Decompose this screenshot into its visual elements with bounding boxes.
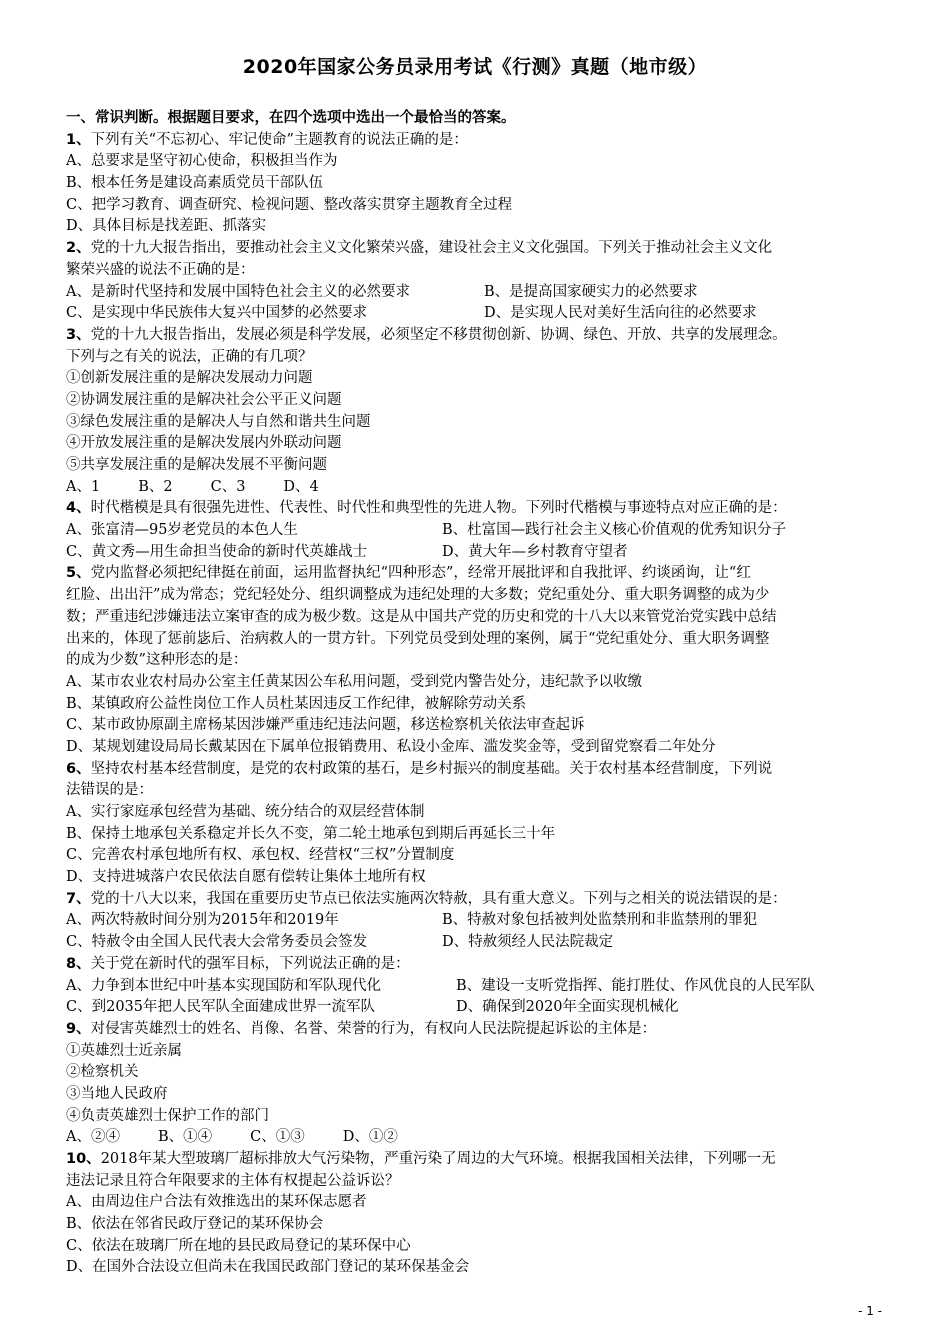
- question-stem-line: [66, 238, 886, 260]
- question-stem-line: [66, 1149, 886, 1171]
- answer-option: D、确保到2020年全面实现机械化: [456, 999, 679, 1016]
- answer-option: D、特赦须经人民法院裁定: [442, 934, 614, 951]
- answer-option: B、2: [138, 478, 173, 495]
- answer-option: D、①②: [342, 1129, 398, 1146]
- answer-option: C、是实现中华民族伟大复兴中国梦的必然要求: [66, 305, 368, 322]
- answer-option-row: [66, 477, 886, 499]
- answer-option: C、3: [210, 478, 246, 495]
- answer-option-row: [66, 976, 886, 998]
- question-number: 6、: [66, 760, 91, 777]
- answer-option-row: [66, 932, 886, 954]
- question-stem-text: 法错误的是：: [66, 782, 153, 799]
- question-stem-text: 党的十八大以来，我国在重要历史节点已依法实施两次特赦，具有重大意义。下列与之相关的说法错误的是：: [90, 890, 787, 907]
- statement-item: ④负责英雄烈士保护工作的部门: [66, 1107, 269, 1124]
- answer-option: B、①④: [157, 1129, 213, 1146]
- question-stem-text: 对侵害英雄烈士的姓名、肖像、名誉、荣誉的行为，有权向人民法院提起诉讼的主体是：: [90, 1020, 657, 1037]
- answer-option: C、黄文秀—用生命担当使命的新时代英雄战士: [66, 543, 368, 560]
- answer-option: A、由周边住户合法有效推选出的某环保志愿者: [66, 1194, 367, 1211]
- answer-option: B、杜富国—践行社会主义核心价值观的优秀知识分子: [442, 522, 787, 539]
- answer-option: A、某市农业农村局办公室主任黄某因公车私用问题，受到党内警告处分，违纪款予以收缴: [66, 673, 642, 690]
- answer-option: C、完善农村承包地所有权、承包权、经营权“三权”分置制度: [66, 847, 455, 864]
- question-stem-line: [66, 759, 886, 781]
- answer-option: B、依法在邻省民政厅登记的某环保协会: [66, 1216, 324, 1233]
- answer-option-row: [66, 282, 886, 304]
- question-stem-line: [66, 347, 886, 369]
- answer-option: A、张富清—95岁老党员的本色人生: [66, 522, 298, 539]
- statement-item: ①创新发展注重的是解决发展动力问题: [66, 370, 313, 387]
- question-list: [66, 108, 886, 1279]
- question-number: 5、: [66, 565, 91, 582]
- question-5: [66, 563, 886, 758]
- question-stem-text: 2018年某大型玻璃厂超标排放大气污染物，严重污染了周边的大气环境。根据我国相关法律，下列哪一无: [100, 1151, 776, 1167]
- question-stem-line: [66, 629, 886, 651]
- question-stem-line: [66, 954, 886, 976]
- section-heading: 一、常识判断。根据题目要求，在四个选项中选出一个最恰当的答案。: [66, 110, 516, 126]
- question-stem-line: [66, 1019, 886, 1041]
- question-stem-line: [66, 889, 886, 911]
- answer-option: B、是提高国家硬实力的必然要求: [484, 283, 698, 300]
- question-stem-text: 时代楷模是具有很强先进性、代表性、时代性和典型性的先进人物。下列时代楷模与事迹特点对应正确的是：: [90, 500, 787, 517]
- question-8: [66, 954, 886, 1019]
- question-number: 7、: [66, 890, 91, 907]
- question-stem-line: [66, 650, 886, 672]
- question-stem-text: 下列有关“不忘初心、牢记使命”主题教育的说法正确的是：: [90, 131, 468, 148]
- statement-item: ③绿色发展注重的是解决人与自然和谐共生问题: [66, 413, 371, 430]
- answer-option: A、力争到本世纪中叶基本实现国防和军队现代化: [66, 977, 381, 994]
- question-stem-text: 繁荣兴盛的说法不正确的是：: [66, 261, 255, 278]
- answer-option: A、实行家庭承包经营为基础、统分结合的双层经营体制: [66, 804, 425, 820]
- statement-item: ②协调发展注重的是解决社会公平正义问题: [66, 391, 342, 408]
- statement-item: ①英雄烈士近亲属: [66, 1042, 182, 1059]
- answer-option-row: [66, 997, 886, 1019]
- answer-option-row: [66, 910, 886, 932]
- questions-container: [66, 130, 886, 1279]
- question-2: [66, 238, 886, 325]
- question-number: 8、: [66, 955, 91, 972]
- question-number: 2、: [66, 240, 91, 257]
- answer-option: C、某市政协原副主席杨某因涉嫌严重违纪违法问题，移送检察机关依法审查起诉: [66, 717, 585, 734]
- question-stem-text: 数；严重违纪涉嫌违法立案审查的成为极少数。这是从中国共产党的历史和党的十八大以来管党治党实践中总结: [66, 608, 777, 625]
- question-number: 10、: [66, 1151, 101, 1167]
- question-number: 1、: [66, 131, 91, 148]
- question-stem-text: 党的十九大报告指出，要推动社会主义文化繁荣兴盛，建设社会主义文化强国。下列关于推动社会主义文化: [90, 240, 773, 257]
- answer-option: D、某规划建设局局长戴某因在下属单位报销费用、私设小金库、滥发奖金等，受到留党察看二年处分: [66, 738, 716, 755]
- question-stem-line: [66, 498, 886, 520]
- question-stem-line: [66, 780, 886, 802]
- answer-option: C、依法在玻璃厂所在地的县民政局登记的某环保中心: [66, 1237, 411, 1254]
- question-stem-line: [66, 260, 886, 282]
- answer-option: B、特赦对象包括被判处监禁刑和非监禁刑的罪犯: [442, 912, 758, 929]
- answer-option: D、支持进城落户农民依法自愿有偿转让集体土地所有权: [66, 869, 426, 886]
- question-stem-line: [66, 325, 886, 347]
- answer-option: C、特赦令由全国人民代表大会常务委员会签发: [66, 934, 368, 951]
- answer-option: A、②④: [66, 1129, 120, 1146]
- answer-option: C、到2035年把人民军队全面建成世界一流军队: [66, 999, 375, 1016]
- question-number: 4、: [66, 500, 91, 517]
- answer-option: B、根本任务是建设高素质党员干部队伍: [66, 175, 324, 192]
- answer-option: B、保持土地承包关系稳定并长久不变，第二轮土地承包到期后再延长三十年: [66, 825, 556, 842]
- answer-option-row: [66, 1127, 886, 1149]
- page-title: 2020年国家公务员录用考试《行测》真题（地市级）: [242, 56, 708, 78]
- question-6: [66, 759, 886, 889]
- question-number: 9、: [66, 1020, 91, 1037]
- answer-option: C、把学习教育、调查研究、检视问题、整改落实贯穿主题教育全过程: [66, 196, 513, 213]
- answer-option: D、具体目标是找差距、抓落实: [66, 218, 267, 235]
- answer-option: C、①③: [250, 1129, 305, 1146]
- answer-option: A、总要求是坚守初心使命，积极担当作为: [66, 153, 338, 170]
- question-stem-line: [66, 585, 886, 607]
- question-stem-text: 下列与之有关的说法，正确的有几项？: [66, 348, 313, 365]
- statement-item: ④开放发展注重的是解决发展内外联动问题: [66, 435, 342, 452]
- question-stem-line: [66, 130, 886, 152]
- question-stem-text: 坚持农村基本经营制度，是党的农村政策的基石，是乡村振兴的制度基础。关于农村基本经营制度，下列说: [90, 760, 773, 777]
- question-3: [66, 325, 886, 499]
- answer-option: A、1: [66, 478, 101, 495]
- question-4: [66, 498, 886, 563]
- answer-option: B、某镇政府公益性岗位工作人员杜某因违反工作纪律，被解除劳动关系: [66, 695, 527, 712]
- question-stem-line: [66, 563, 886, 585]
- answer-option: D、是实现人民对美好生活向往的必然要求: [484, 305, 757, 322]
- page-number: - 1 -: [858, 1304, 882, 1318]
- question-stem-text: 关于党在新时代的强军目标，下列说法正确的是：: [90, 955, 410, 972]
- question-stem-text: 党内监督必须把纪律挺在前面，运用监督执纪“四种形态”，经常开展批评和自我批评、约谈函询，让“红: [90, 565, 751, 582]
- question-stem-text: 党的十九大报告指出，发展必须是科学发展，必须坚定不移贯彻创新、协调、绿色、开放、共享的发展理念。: [90, 326, 787, 343]
- question-number: 3、: [66, 326, 91, 343]
- question-stem-text: 违法记录且符合年限要求的主体有权提起公益诉讼？: [66, 1172, 400, 1189]
- question-7: [66, 889, 886, 954]
- answer-option-row: [66, 542, 886, 564]
- question-stem-text: 的成为少数”这种形态的是：: [66, 652, 248, 669]
- question-stem-text: 出来的，体现了惩前毖后、治病救人的一贯方针。下列党员受到处理的案例，属于“党纪重处分、重大职务调整: [66, 630, 770, 647]
- answer-option: D、黄大年—乡村教育守望者: [442, 543, 628, 560]
- question-stem-line: [66, 607, 886, 629]
- statement-item: ③当地人民政府: [66, 1085, 168, 1102]
- question-10: [66, 1149, 886, 1279]
- answer-option-row: [66, 303, 886, 325]
- question-stem-line: [66, 1171, 886, 1193]
- statement-item: ⑤共享发展注重的是解决发展不平衡问题: [66, 457, 327, 473]
- answer-option-row: [66, 520, 886, 542]
- question-stem-text: 红脸、出出汗”成为常态；党纪轻处分、组织调整成为违纪处理的大多数；党纪重处分、重大职务调整的成为少: [66, 587, 770, 604]
- answer-option: D、在国外合法设立但尚未在我国民政部门登记的某环保基金会: [66, 1259, 470, 1276]
- answer-option: B、建设一支听党指挥、能打胜仗、作风优良的人民军队: [456, 977, 815, 994]
- answer-option: A、是新时代坚持和发展中国特色社会主义的必然要求: [66, 283, 410, 300]
- statement-item: ②检察机关: [66, 1064, 139, 1081]
- question-1: [66, 130, 886, 238]
- answer-option: A、两次特赦时间分别为2015年和2019年: [66, 912, 339, 929]
- question-9: [66, 1019, 886, 1149]
- answer-option: D、4: [283, 478, 319, 495]
